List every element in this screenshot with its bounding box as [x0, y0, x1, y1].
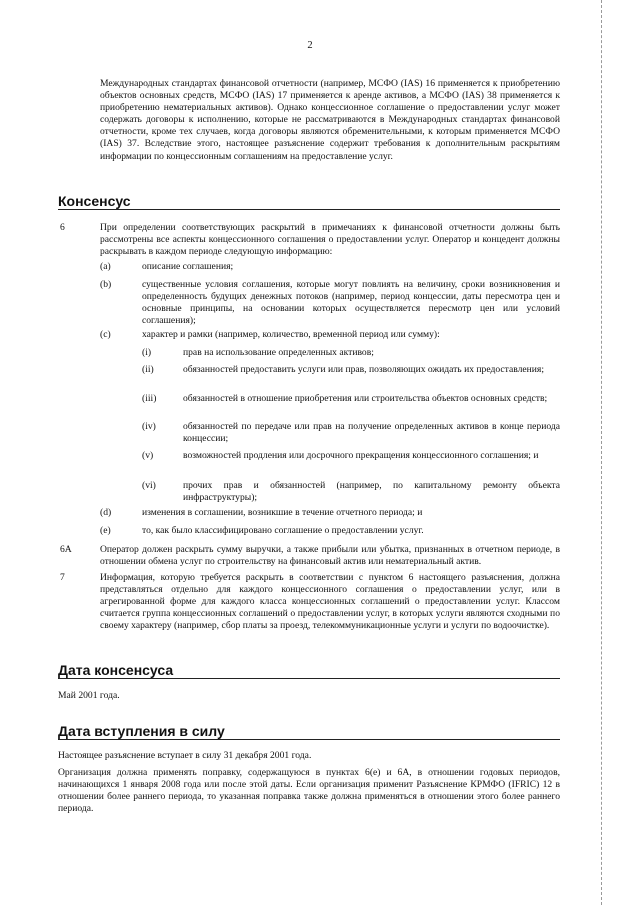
- consensus-date-text: Май 2001 года.: [58, 690, 120, 701]
- section-heading-consensus-date: Дата консенсуса: [58, 662, 174, 678]
- effective-date-text-1: Настоящее разъяснение вступает в силу 31 декабря 2001 года.: [58, 750, 312, 761]
- subitem-text-v: возможностей продления или досрочного прекращения концессионного соглашения; и: [183, 450, 539, 461]
- subitem-label-ii: (ii): [142, 364, 154, 375]
- paragraph-number-6a: 6A: [60, 544, 72, 555]
- subitem-text-iii: обязанностей в отношение приобретения или строительства объектов основных средств;: [183, 393, 548, 404]
- subitem-label-iv: (iv): [142, 421, 156, 432]
- subitem-text-vi: прочих прав и обязанностей (например, по капитальному ремонту объекта инфраструктуры);: [183, 480, 560, 504]
- subitem-label-iii: (iii): [142, 393, 157, 404]
- page-number: 2: [307, 40, 313, 51]
- paragraph-number-6: 6: [60, 222, 65, 233]
- subitem-text-i: прав на использование определенных активов;: [183, 347, 374, 358]
- subitem-label-i: (i): [142, 347, 152, 358]
- paragraph-7-text: Информация, которую требуется раскрыть в соответствии с пунктом 6 настоящего разъяснения, должна представляться отдельно для каждого концессионного соглашения о предоставлении услуг, или в агрегированной форме для каждого класса концессионных соглашений о предоставлении услуг. Классом считается группа концессионных соглашений о предоставлении услуг, в которых услуги являются сходными по своему характеру (например, сбор платы за проезд, телекоммуникационные услуги и услуги по водоочистке).: [100, 572, 560, 632]
- subitem-text-iv: обязанностей по передаче или прав на получение определенных активов в конце периода концессии;: [183, 421, 560, 445]
- paragraph-6a-text: Оператор должен раскрыть сумму выручки, а также прибыли или убытка, признанных в отчетном периоде, в отношении обмена услуг по строительству на финансовый актив или нематериальный актив.: [100, 544, 560, 568]
- item-label-c: (c): [100, 329, 111, 340]
- item-text-d: изменения в соглашении, возникшие в течение отчетного периода; и: [142, 507, 423, 518]
- item-text-b: существенные условия соглашения, которые могут повлиять на величину, сроки возникновения и определенность будущих денежных потоков (например, период концессии, даты пересмотра цен и основные принципы, на основании которых осуществляется пересмотр цен или условий соглашения);: [142, 279, 560, 327]
- item-label-b: (b): [100, 279, 112, 290]
- heading-rule: [58, 678, 560, 679]
- section-heading-effective-date: Дата вступления в силу: [58, 723, 225, 739]
- item-label-d: (d): [100, 507, 112, 518]
- subitem-label-vi: (vi): [142, 480, 156, 491]
- heading-rule: [58, 739, 560, 740]
- scan-edge-line: [601, 0, 603, 905]
- item-label-a: (a): [100, 261, 111, 272]
- item-text-a: описание соглашения;: [142, 261, 234, 272]
- item-text-c: характер и рамки (например, количество, временной период или сумму):: [142, 329, 440, 340]
- effective-date-text-2: Организация должна применять поправку, содержащуюся в пунктах 6(e) и 6A, в отношении годовых периодов, начинающихся 1 января 2008 года или после этой даты. Если организация применит Разъяснение КРМФО (IFRIC) 12 в отношении более раннего периода, то указанная поправка также должна применяться в отношении этого более раннего периода.: [58, 767, 560, 815]
- subitem-text-ii: обязанностей предоставить услуги или прав, позволяющих ожидать их предоставления;: [183, 364, 545, 375]
- heading-rule: [58, 209, 560, 210]
- section-heading-consensus: Консенсус: [58, 193, 131, 209]
- item-text-e: то, как было классифицировано соглашение о предоставлении услуг.: [142, 525, 424, 536]
- paragraph-number-7: 7: [60, 572, 65, 583]
- intro-paragraph: Международных стандартах финансовой отчетности (например, МСФО (IAS) 16 применяется к приобретению объектов основных средств, МСФО (IAS) 17 применяется к аренде активов, а МСФО (IAS) 38 применяется к приобретению нематериальных активов). Однако концессионное соглашение о предоставлении услуг может содержать договоры к исполнению, которые не рассматриваются в Международных стандартах финансовой отчетности, кроме тех случаев, когда договоры являются обременительными, к которым применяется МСФО (IAS) 37. Вследствие этого, настоящее разъяснение содержит требования к дополнительным раскрытиям информации по концессионным соглашениям на предоставление услуг.: [100, 78, 560, 162]
- paragraph-6-text: При определении соответствующих раскрытий в примечаниях к финансовой отчетности должны быть рассмотрены все аспекты концессионного соглашения о предоставлении услуг. Оператор и концедент должны раскрывать в каждом периоде следующую информацию:: [100, 222, 560, 258]
- subitem-label-v: (v): [142, 450, 154, 461]
- item-label-e: (e): [100, 525, 111, 536]
